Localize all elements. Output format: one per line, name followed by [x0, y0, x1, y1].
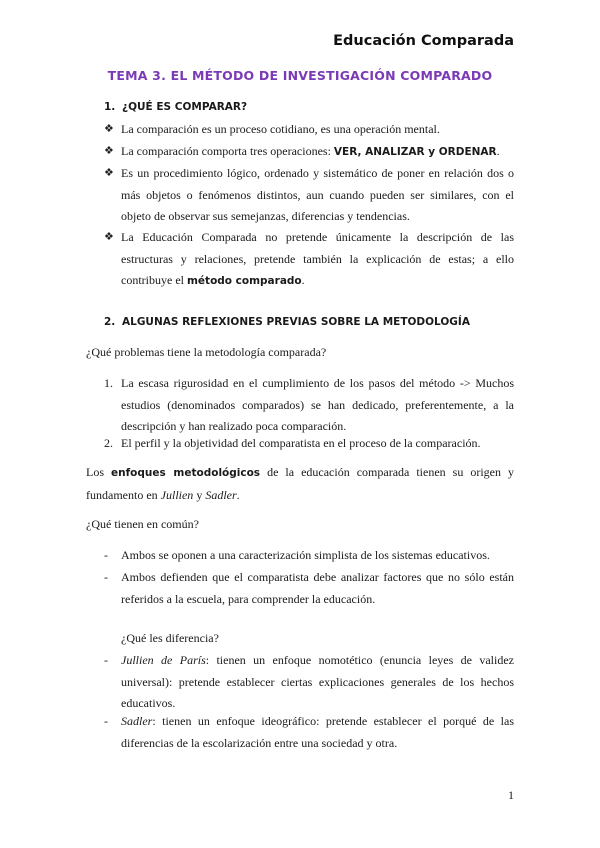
dash-item: [104, 711, 514, 754]
dash-text: Ambos defienden que el comparatista debe analizar factores que no sólo están referidos a la escuela, para comprender la educación.: [121, 570, 514, 606]
dash-marker: -: [104, 548, 108, 562]
section-heading-2: [104, 316, 470, 328]
diamond-bullet-icon: ❖: [104, 123, 114, 135]
dash-marker: -: [104, 653, 108, 667]
dash-item: [104, 545, 514, 567]
emphasis-text: VER, ANALIZAR y ORDENAR: [333, 146, 497, 158]
body-paragraph: Los enfoques metodológicos de la educación comparada tienen su origen y fundamento en Jullien y Sadler.: [86, 465, 515, 502]
page-number: 1: [508, 788, 514, 802]
bullet-item: [104, 227, 514, 293]
list-number: 2.: [104, 436, 113, 450]
dash-text: Ambos se oponen a una caracterización simplista de los sistemas educativos.: [121, 548, 490, 562]
bullet-item: [104, 141, 514, 164]
question-paragraph: ¿Qué les diferencia?: [121, 631, 219, 645]
dash-marker: -: [104, 570, 108, 584]
section-number: 2.: [104, 316, 116, 328]
bullet-text: Es un procedimiento lógico, ordenado y sistemático de poner en relación dos o más objetos o fenómenos distintos, aun cuando pueden ser similares, con el objeto de observar sus semejanzas, diferencias y tendencias.: [121, 166, 514, 224]
bullet-text: La comparación comporta tres operaciones: VER, ANALIZAR y ORDENAR.: [121, 144, 500, 158]
diamond-bullet-icon: ❖: [104, 231, 114, 243]
dash-item: [104, 650, 514, 715]
list-item: [104, 433, 514, 455]
page-title: TEMA 3. EL MÉTODO DE INVESTIGACIÓN COMPARADO: [107, 68, 493, 83]
document-header: Educación Comparada: [333, 33, 514, 49]
dash-marker: -: [104, 714, 108, 728]
section-heading-text: ¿QUÉ ES COMPARAR?: [122, 101, 248, 113]
emphasis-text: método comparado: [186, 275, 302, 288]
list-text: El perfil y la objetividad del comparatista en el proceso de la comparación.: [121, 436, 481, 450]
section-number: 1.: [104, 101, 116, 113]
diamond-bullet-icon: ❖: [104, 145, 114, 157]
section-heading-1: [104, 101, 247, 113]
bullet-text: La Educación Comparada no pretende únicamente la descripción de las estructuras y relaciones, pretende también la explicación de estas; a ello contribuye el método comparado.: [121, 230, 514, 288]
question-paragraph: ¿Qué problemas tiene la metodología comparada?: [86, 345, 327, 359]
bullet-item: [104, 119, 514, 141]
bullet-item: [104, 163, 514, 228]
dash-text: Sadler: tienen un enfoque ideográfico: pretende establecer el porqué de las diferencias de la escolarización entre una sociedad y otra.: [121, 714, 514, 750]
diamond-bullet-icon: ❖: [104, 167, 114, 179]
dash-text: Jullien de París: tienen un enfoque nomotético (enuncia leyes de validez universal): pretende establecer ciertas explicaciones generales de los hechos educativos.: [121, 653, 515, 711]
list-text: La escasa rigurosidad en el cumplimiento de los pasos del método -> Muchos estudios (denominados comparados) se han dedicado, preferentemente, a la descripción y han realizado poca comparación.: [121, 376, 514, 434]
section-heading-text: ALGUNAS REFLEXIONES PREVIAS SOBRE LA METODOLOGÍA: [122, 316, 470, 328]
bullet-text: La comparación es un proceso cotidiano, es una operación mental.: [121, 122, 440, 136]
list-item: [104, 373, 514, 438]
emphasis-text: enfoques metodológicos: [111, 467, 261, 479]
dash-item: [104, 567, 514, 610]
list-number: 1.: [104, 376, 113, 390]
question-paragraph: ¿Qué tienen en común?: [86, 517, 199, 531]
